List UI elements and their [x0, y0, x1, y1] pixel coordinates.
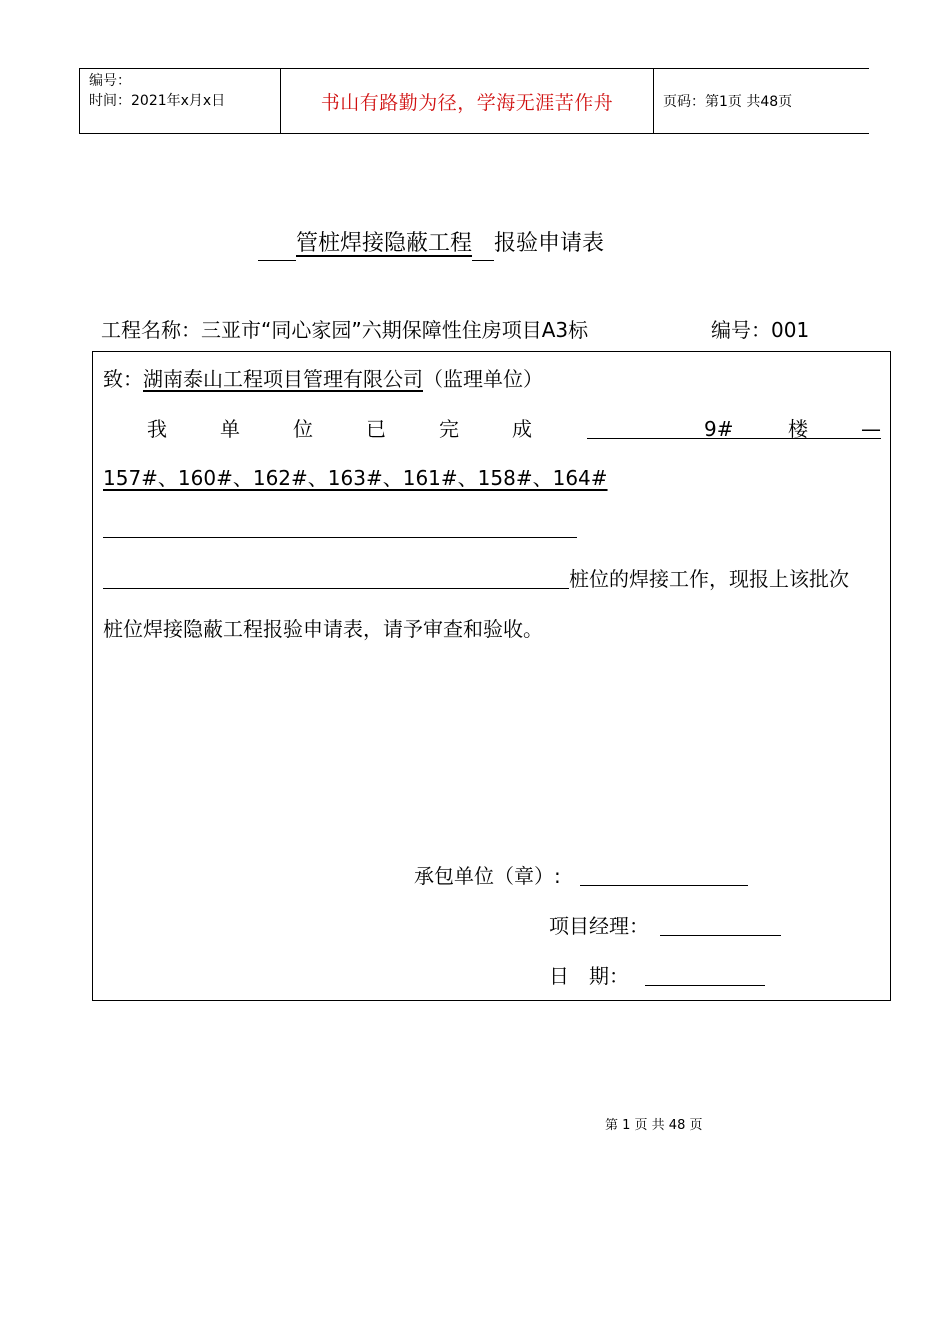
header-page-info: 页码：第1页 共48页	[663, 94, 793, 110]
to-prefix: 致：	[103, 367, 143, 391]
header-table	[79, 68, 869, 134]
header-page-cell	[654, 69, 869, 133]
time-label: 时间：2021年x月x日	[89, 93, 226, 109]
pile-numbers: 157#、160#、162#、163#、161#、158#、164#	[103, 466, 608, 490]
motto: 书山有路勤为径，学海无涯苦作舟	[320, 91, 614, 114]
application-form	[92, 351, 891, 1001]
building-number: 9#	[704, 417, 734, 441]
title-suffix: 报验申请表	[494, 231, 605, 256]
done-char-6: 成	[512, 417, 532, 441]
done-char-1: 我	[147, 417, 167, 441]
date-line	[645, 985, 765, 986]
done-char-2: 单	[220, 417, 240, 441]
header-meta-cell	[80, 69, 281, 133]
project-name: 工程名称：三亚市“同心家园”六期保障性住房项目A3标	[101, 318, 589, 342]
supervisor-suffix: （监理单位）	[423, 367, 543, 391]
body-line-2: 桩位焊接隐蔽工程报验申请表，请予审查和验收。	[103, 617, 543, 641]
blank-fill-line-2	[103, 588, 569, 589]
title-underline-tail	[472, 238, 494, 261]
title-main: 管桩焊接隐蔽工程	[296, 231, 473, 256]
building-unit: 楼	[788, 417, 808, 441]
done-char-5: 完	[439, 417, 459, 441]
addressee-line	[103, 366, 543, 392]
supervisor-name: 湖南泰山工程项目管理有限公司	[143, 367, 423, 391]
date-label: 日 期：	[549, 964, 629, 988]
header-motto-cell	[281, 69, 654, 133]
manager-signature-line	[660, 935, 781, 936]
building-dash: —	[861, 417, 881, 441]
done-char-4: 已	[366, 417, 386, 441]
footer-page-info: 第 1 页 共 48 页	[605, 1118, 703, 1133]
project-serial: 编号：001	[711, 318, 810, 342]
blank-fill-line-1	[103, 537, 577, 538]
document-title	[258, 226, 604, 257]
title-underline-lead	[258, 238, 296, 261]
done-char-3: 位	[293, 417, 313, 441]
building-underline	[587, 438, 881, 439]
body-tail: 桩位的焊接工作，现报上该批次	[569, 567, 849, 591]
serial-label: 编号：	[89, 73, 131, 89]
manager-label: 项目经理：	[549, 914, 649, 938]
contractor-label: 承包单位（章）:	[414, 864, 561, 888]
contractor-signature-line	[580, 885, 748, 886]
